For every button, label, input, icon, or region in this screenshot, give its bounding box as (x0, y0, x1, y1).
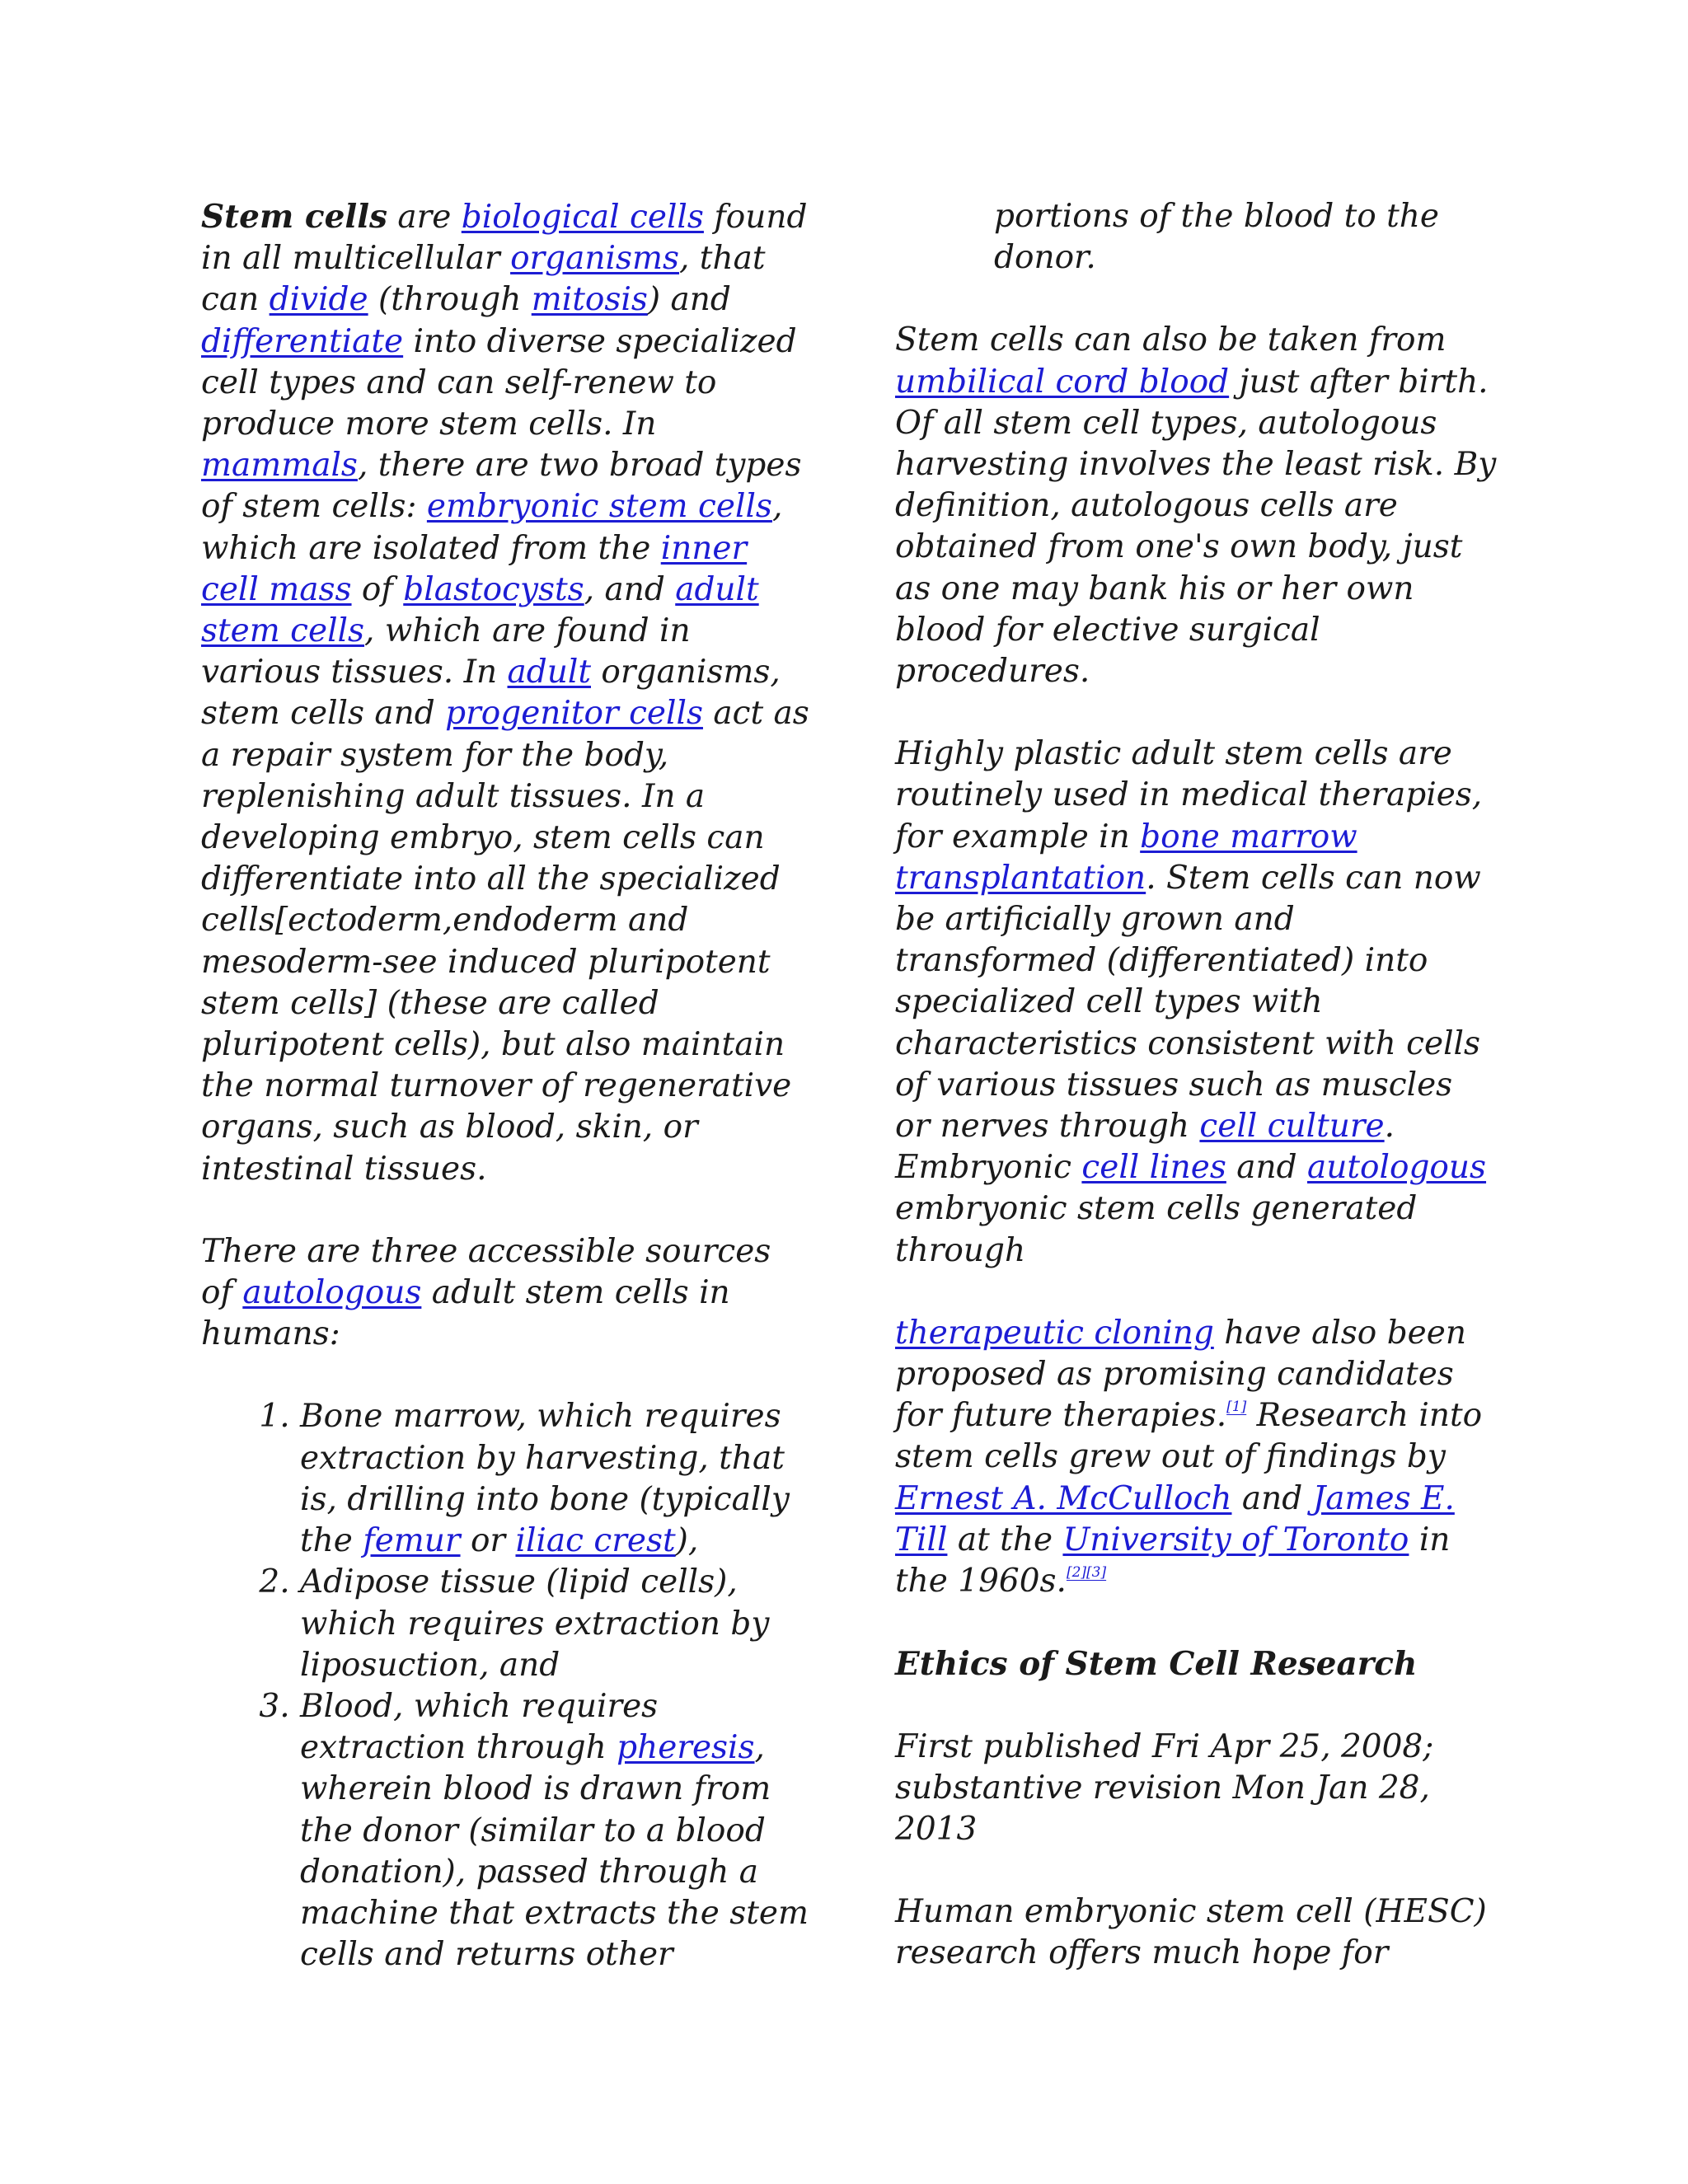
text-run: Bone marrow, which requires extraction by (300, 1398, 781, 1477)
text-run: , and (584, 570, 676, 608)
text-run: ) and (647, 281, 731, 319)
harvesting-emphasis: harvesting (525, 1439, 699, 1477)
hesc-paragraph: Human embryonic stem cell (HESC) research offers much hope for (895, 1893, 1487, 1972)
text-run: and (1231, 1479, 1313, 1517)
publication-info: First published Fri Apr 25, 2008; substantive revision Mon Jan 28, 2013 (895, 1727, 1434, 1848)
intro-paragraph (201, 196, 811, 1190)
link-autologous-2[interactable]: autologous (1306, 1149, 1487, 1187)
text-run: just after birth. Of all stem cell types, autologous harvesting involves the least risk. By definition, autologous cells are obtained from one's own body, just as one may bank his or her own blood for elective surgical procedures. (895, 363, 1497, 691)
link-bone-marrow-transplantation[interactable]: bone marrow transplantation (895, 818, 1357, 897)
link-embryonic-stem-cells[interactable]: embryonic stem cells (426, 488, 772, 526)
text-run: (through (368, 281, 532, 319)
text-run: , that is, drilling into bone (typically the (300, 1439, 790, 1560)
text-run: , there are two broad types of stem cells: (201, 447, 802, 526)
list-item-adipose-tissue (300, 1562, 811, 1686)
text-run: . Stem cells can now be artificially grown and transformed (differentiated) into specialized cell types with characteristics consistent with cells of various tissues such as muscles or nerves through (895, 859, 1481, 1146)
section-heading: Ethics of Stem Cell Research (895, 1645, 1418, 1684)
text-run: into diverse specialized cell types and can self-renew to produce more stem cells. In (201, 322, 797, 443)
link-ernest-mcculloch[interactable]: Ernest A. McCulloch (895, 1479, 1232, 1517)
link-blastocysts[interactable]: blastocysts (403, 570, 584, 608)
text-run: , wherein blood is drawn from the donor (similar to a blood donation), passed through a machine that extracts the stem cells and returns other (300, 1729, 809, 1974)
text-run: or (460, 1522, 516, 1560)
link-organisms[interactable]: organisms (510, 240, 680, 278)
text-run: Highly plastic adult stem cells are routinely used in medical therapies, for example in (895, 735, 1483, 855)
link-university-of-toronto[interactable]: University of Toronto (1062, 1521, 1409, 1558)
text-run: , that can (201, 240, 766, 319)
link-divide[interactable]: divide (269, 281, 368, 319)
list-item-bone-marrow (300, 1396, 811, 1562)
link-progenitor-cells[interactable]: progenitor cells (445, 695, 703, 733)
text-run: organisms, stem cells and (201, 654, 781, 733)
text-run: . Embryonic (895, 1108, 1395, 1187)
citation-1[interactable]: [1] (1226, 1399, 1247, 1416)
sources-list (201, 1396, 811, 1975)
cloning-paragraph (895, 1313, 1497, 1602)
link-cell-lines[interactable]: cell lines (1081, 1149, 1226, 1187)
text-run: Research into stem cells grew out of findings by (895, 1397, 1483, 1476)
link-therapeutic-cloning[interactable]: therapeutic cloning (895, 1314, 1214, 1352)
sources-intro-paragraph (201, 1231, 811, 1356)
text-run: in the 1960s. (895, 1521, 1451, 1601)
text-run: and (1226, 1149, 1307, 1187)
link-umbilical-cord-blood[interactable]: umbilical cord blood (895, 363, 1230, 401)
link-adult[interactable]: adult (507, 654, 591, 691)
text-run: ), (675, 1522, 699, 1560)
text-run: at the (947, 1521, 1063, 1558)
left-column (201, 196, 811, 1975)
right-column (895, 196, 1497, 1975)
text-run: Stem cells can also be taken from (895, 321, 1447, 359)
link-mammals[interactable]: mammals (201, 447, 358, 485)
cord-blood-paragraph (895, 320, 1497, 692)
text-run: adult stem cells in humans: (201, 1274, 730, 1353)
text-run: Adipose tissue (lipid cells), which requires extraction by liposuction, and (300, 1563, 770, 1684)
link-biological-cells[interactable]: biological cells (461, 199, 704, 236)
text-run: Blood, which requires extraction through (300, 1687, 659, 1767)
link-adult-stem-cells[interactable]: adult stem cells (201, 570, 759, 650)
text-run: act as a repair system for the body, replenishing adult tissues. In a developing embryo, stem cells can differentiate into all the specialized cells[ectoderm,endoderm and mesoderm-see induced pluripotent stem cells] (these are called pluripotent cells), but also maintain the normal turnover of regenerative organs, such as blood, skin, or intestinal tissues. (201, 695, 809, 1188)
link-pheresis[interactable]: pheresis (617, 1729, 755, 1767)
list-continuation: portions of the blood to the donor. (994, 198, 1440, 277)
therapies-paragraph (895, 733, 1497, 1272)
text-run: are (387, 199, 462, 236)
list-item-blood (300, 1686, 811, 1975)
stem-cells-term: Stem cells (201, 198, 387, 236)
link-iliac-crest[interactable]: iliac crest (515, 1522, 676, 1560)
text-run: There are three accessible sources of (201, 1232, 771, 1312)
link-mitosis[interactable]: mitosis (531, 281, 648, 319)
text-run: have also been proposed as promising candidates for future therapies. (895, 1314, 1466, 1435)
text-run: , which are found in various tissues. In (201, 612, 691, 691)
link-inner-cell-mass[interactable]: inner cell mass (201, 529, 748, 608)
text-run: , which are isolated from the (201, 488, 783, 567)
text-run: found in all multicellular (201, 199, 808, 278)
link-differentiate[interactable]: differentiate (201, 322, 404, 360)
link-james-till[interactable]: James E. Till (895, 1479, 1455, 1558)
link-femur[interactable]: femur (363, 1522, 461, 1560)
link-cell-culture[interactable]: cell culture (1199, 1108, 1385, 1146)
text-run: of (351, 570, 404, 608)
text-run: embryonic stem cells generated through (895, 1190, 1418, 1269)
link-autologous[interactable]: autologous (242, 1274, 422, 1312)
citation-2-3[interactable]: [2][3] (1066, 1564, 1107, 1582)
